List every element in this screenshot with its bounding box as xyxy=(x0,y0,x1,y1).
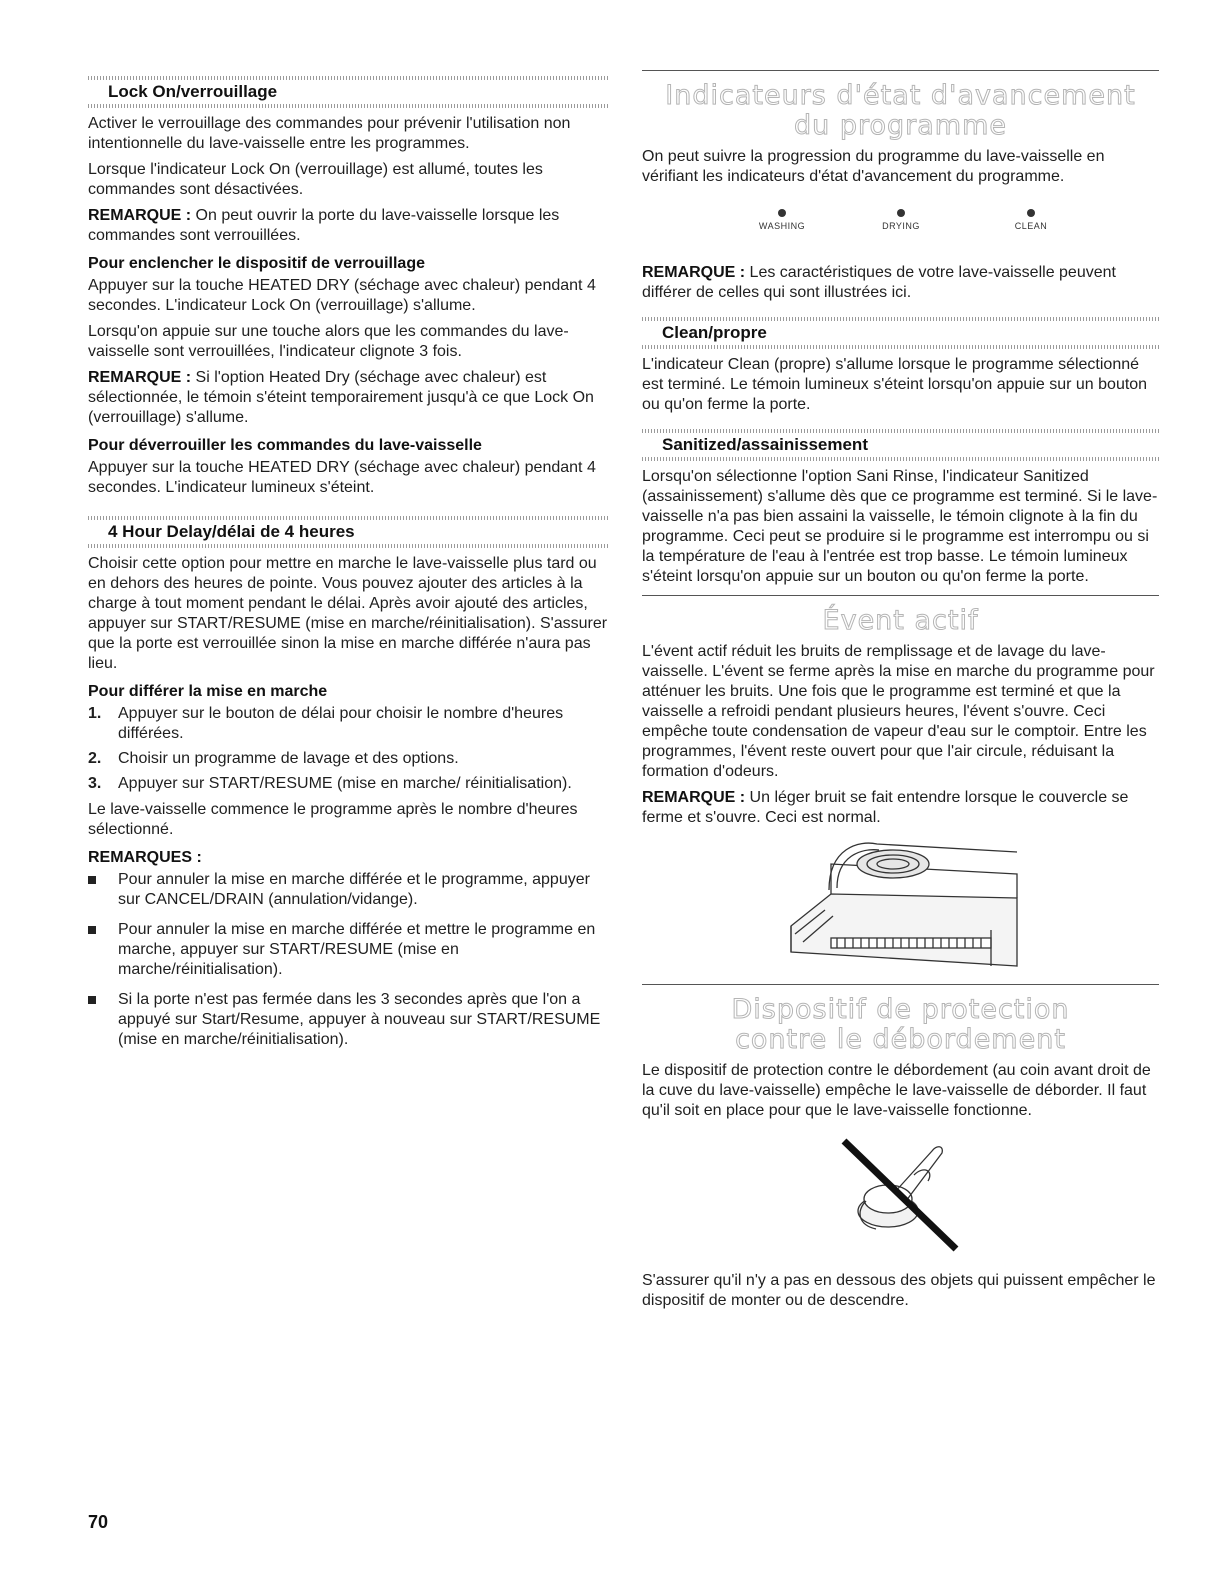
lock-paragraph-1: Activer le verrouillage des commandes pour prévenir l'utilisation non intentionnelle du lave-vaisselle entre les programmes. xyxy=(88,115,571,152)
overflow-section-title xyxy=(642,995,1159,1055)
delay-paragraph-1: Choisir cette option pour mettre en marche le lave-vaisselle plus tard ou en dehors des heures de pointe. Vous pouvez ajouter des articles à la charge à tout moment pendant le délai. Après avoir ajouté des articles, appuyer sur START/RESUME (mise en marche/réinitialisation). S'assurer que la porte est verrouillée sinon la mise en marche différée n'aura pas lieu. xyxy=(88,555,608,672)
section-rule xyxy=(642,595,1159,596)
overflow-title-line-2: contre le débordement xyxy=(735,1024,1066,1055)
bullet-text: Si la porte n'est pas fermée dans les 3 secondes après que l'on a appuyé sur Start/Resume, appuyer à nouveau sur START/RESUME (mise en marche/réinitialisation). xyxy=(118,991,601,1048)
note-label: REMARQUE : xyxy=(88,369,192,386)
step-text: Appuyer sur le bouton de délai pour choisir le nombre d'heures différées. xyxy=(118,705,564,742)
square-bullet-icon xyxy=(88,996,96,1004)
engage-lock-paragraph-2: Lorsqu'on appuie sur une touche alors que les commandes du lave-vaisselle sont verrouillées, l'indicateur clignote 3 fois. xyxy=(88,323,569,360)
note-label: REMARQUE : xyxy=(642,789,746,806)
unlock-heading: Pour déverrouiller les commandes du lave-vaisselle xyxy=(88,437,482,454)
delay-section-title: 4 Hour Delay/délai de 4 heures xyxy=(108,522,355,541)
indicator-washing xyxy=(737,209,827,231)
hatch-rule xyxy=(642,345,1159,349)
vent-paragraph: L'évent actif réduit les bruits de remplissage et de lavage du lave-vaisselle. L'évent se ferme après la mise en marche du programme pour atténuer les bruits. Une fois que le programme est terminé et que la vaisselle a refroidi pendant plusieurs heures, l'évent s'ouvre. Ceci empêche toute condensation de vapeur d'eau sur le comptoir. Entre les programmes, l'évent reste ouvert pour que l'air circule, réduisant la formation d'odeurs. xyxy=(642,643,1155,780)
lock-section-title: Lock On/verrouillage xyxy=(108,82,278,101)
left-column xyxy=(88,70,609,1060)
sanitized-section-header xyxy=(642,429,1159,461)
status-indicators xyxy=(642,209,1159,249)
delay-notes-heading: REMARQUES : xyxy=(88,849,202,866)
active-vent-illustration xyxy=(781,834,1021,974)
vent-note xyxy=(642,788,1159,828)
indicator-drying xyxy=(856,209,946,231)
unlock-paragraph: Appuyer sur la touche HEATED DRY (séchage avec chaleur) pendant 4 secondes. L'indicateur lumineux s'éteint. xyxy=(88,459,596,496)
note-label: REMARQUE : xyxy=(88,207,192,224)
indicator-light-icon xyxy=(897,209,905,217)
list-item xyxy=(88,774,609,794)
note-text: On peut ouvrir la porte du lave-vaisselle lorsque les commandes sont verrouillées. xyxy=(88,207,560,244)
delay-start-heading: Pour différer la mise en marche xyxy=(88,683,328,700)
step-text: Appuyer sur START/RESUME (mise en marche/ réinitialisation). xyxy=(118,775,572,792)
bullet-text: Pour annuler la mise en marche différée et mettre le programme en marche, appuyer sur START/RESUME (mise en marche/réinitialisation). xyxy=(118,921,596,978)
note-text: Si l'option Heated Dry (séchage avec chaleur) est sélectionnée, le témoin s'éteint temporairement jusqu'à ce que Lock On (verrouillage) s'allume. xyxy=(88,369,594,426)
engage-lock-heading: Pour enclencher le dispositif de verrouillage xyxy=(88,255,425,272)
list-item xyxy=(88,704,609,744)
square-bullet-icon xyxy=(88,926,96,934)
delay-steps-list xyxy=(88,704,609,794)
step-number: 3. xyxy=(88,775,102,792)
step-number: 2. xyxy=(88,750,102,767)
list-item xyxy=(88,870,609,910)
status-title-line-2: du programme xyxy=(794,110,1007,141)
lock-paragraph-2: Lorsque l'indicateur Lock On (verrouillage) est allumé, toutes les commandes sont désactivées. xyxy=(88,161,543,198)
sanitized-paragraph: Lorsqu'on sélectionne l'option Sani Rinse, l'indicateur Sanitized (assainissement) s'allume dès que ce programme est terminé. Si le lave-vaisselle n'a pas bien assaini la vaisselle, le témoin clignote à la fin du programme. Ceci peut se produire si le programme est interrompu ou si la température de l'eau à l'entrée est trop basse. Le témoin lumineux s'éteint lorsqu'on appuie sur un bouton ou qu'on ferme la porte. xyxy=(642,468,1158,585)
indicator-clean xyxy=(986,209,1076,231)
status-section-title xyxy=(642,81,1159,141)
indicator-label: DRYING xyxy=(882,221,920,231)
overflow-title-line-1: Dispositif de protection xyxy=(731,994,1070,1025)
list-item xyxy=(88,749,609,769)
sanitized-section-title: Sanitized/assainissement xyxy=(662,435,868,454)
hatch-rule xyxy=(88,544,609,548)
overflow-protector-illustration xyxy=(836,1135,966,1255)
engage-lock-paragraph-1: Appuyer sur la touche HEATED DRY (séchage avec chaleur) pendant 4 secondes. L'indicateur Lock On (verrouillage) s'allume. xyxy=(88,277,596,314)
indicator-label: WASHING xyxy=(758,221,806,231)
hatch-rule xyxy=(642,457,1159,461)
delay-paragraph-2: Le lave-vaisselle commence le programme après le nombre d'heures sélectionné. xyxy=(88,801,578,838)
status-title-line-1: Indicateurs d'état d'avancement xyxy=(665,80,1136,111)
status-note xyxy=(642,263,1159,303)
note-text: Les caractéristiques de votre lave-vaisselle peuvent différer de celles qui sont illustrées ici. xyxy=(642,264,1116,301)
lock-note-1 xyxy=(88,206,609,246)
vent-section-title: Évent actif xyxy=(822,605,979,636)
square-bullet-icon xyxy=(88,876,96,884)
bullet-text: Pour annuler la mise en marche différée et le programme, appuyer sur CANCEL/DRAIN (annulation/vidange). xyxy=(118,871,590,908)
note-label: REMARQUE : xyxy=(642,264,746,281)
right-column xyxy=(642,70,1159,1317)
clean-section-title: Clean/propre xyxy=(662,323,767,342)
overflow-paragraph-1: Le dispositif de protection contre le débordement (au coin avant droit de la cuve du lave-vaisselle) empêche le lave-vaisselle de déborder. Il faut qu'il soit en place pour que le lave-vaisselle fonctionne. xyxy=(642,1062,1151,1119)
status-paragraph: On peut suivre la progression du programme du lave-vaisselle en vérifiant les indicateurs d'état d'avancement du programme. xyxy=(642,148,1105,185)
list-item xyxy=(88,990,609,1050)
clean-section-header xyxy=(642,317,1159,349)
lock-section-header xyxy=(88,76,609,108)
indicator-light-icon xyxy=(778,209,786,217)
step-number: 1. xyxy=(88,705,102,722)
list-item xyxy=(88,920,609,980)
hatch-rule xyxy=(88,104,609,108)
clean-paragraph: L'indicateur Clean (propre) s'allume lorsque le programme sélectionné est terminé. Le témoin lumineux s'éteint lorsqu'on appuie sur un bouton ou qu'on ferme la porte. xyxy=(642,356,1148,413)
note-text: Un léger bruit se fait entendre lorsque le couvercle se ferme et s'ouvre. Ceci est normal. xyxy=(642,789,1129,826)
indicator-light-icon xyxy=(1027,209,1035,217)
indicator-label: CLEAN xyxy=(1014,221,1048,231)
page-number: 70 xyxy=(88,1512,109,1532)
delay-section-header xyxy=(88,516,609,548)
section-rule xyxy=(642,70,1159,71)
step-text: Choisir un programme de lavage et des options. xyxy=(118,750,459,767)
overflow-paragraph-2: S'assurer qu'il n'y a pas en dessous des objets qui puissent empêcher le dispositif de monter ou de descendre. xyxy=(642,1272,1156,1309)
delay-notes-list xyxy=(88,870,609,1050)
section-rule xyxy=(642,984,1159,985)
lock-note-2 xyxy=(88,368,609,428)
